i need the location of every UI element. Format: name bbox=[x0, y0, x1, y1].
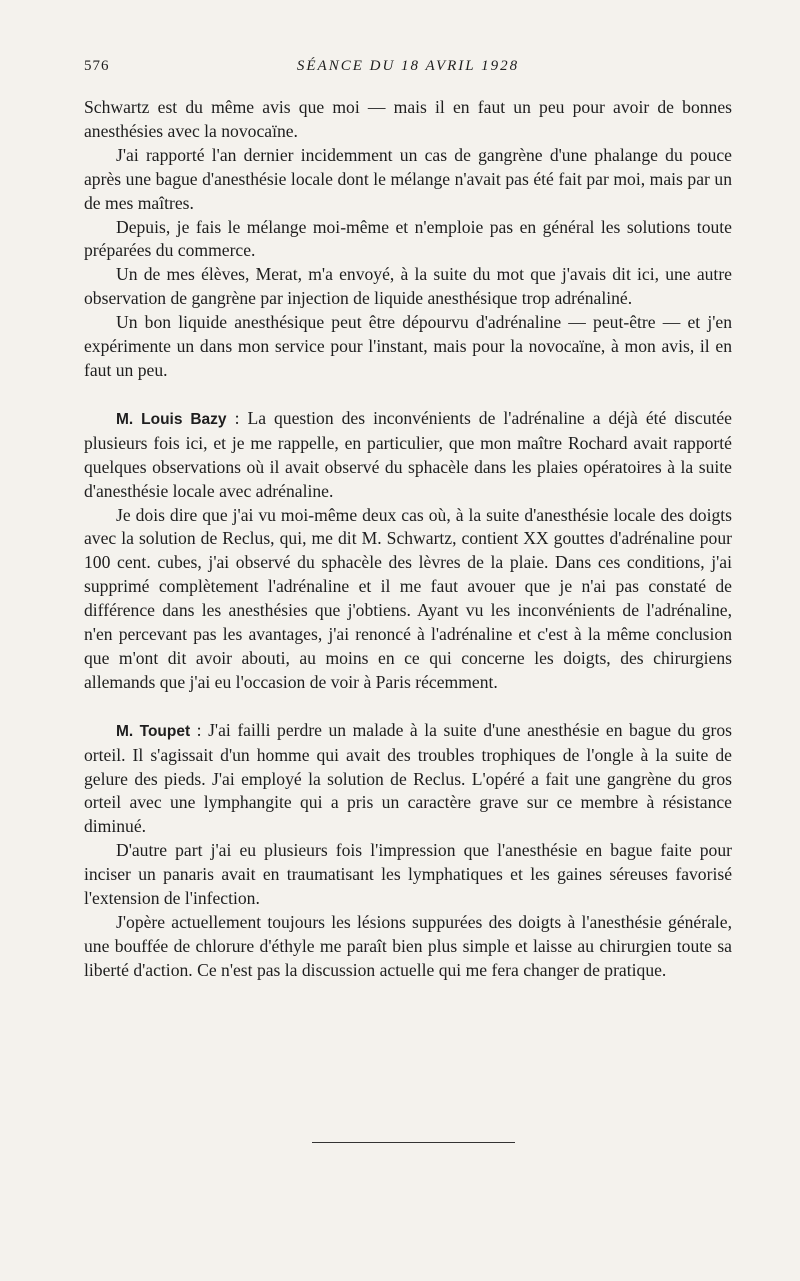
paragraph-text: : J'ai failli perdre un malade à la suite d'une anesthésie en bague du gros orteil. Il s'agissait d'un homme qui avait des troubles trophiques de l'ongle à la suite de gelure des pieds. J'ai employé la solution de Reclus. L'opéré a fait une gangrène du gros orteil avec une lymphangite qui a pris un caractère grave sur ce membre à résistance diminué. bbox=[84, 719, 733, 837]
bazy-intervention bbox=[84, 407, 732, 504]
paragraph: Schwartz est du même avis que moi — mais il en faut un peu pour avoir de bonnes anesthésies avec la novocaïne. bbox=[84, 97, 732, 141]
running-header bbox=[84, 58, 732, 80]
body-text bbox=[84, 96, 732, 983]
paragraph: Depuis, je fais le mélange moi-même et n'emploie pas en général les solutions toute préparées du commerce. bbox=[84, 216, 732, 261]
paragraph: Un de mes élèves, Merat, m'a envoyé, à la suite du mot que j'avais dit ici, une autre observation de gangrène par injection de liquide anesthésique trop adrénaliné. bbox=[84, 264, 732, 309]
toupet-intervention bbox=[84, 719, 732, 840]
paragraph: J'ai rapporté l'an dernier incidemment un cas de gangrène d'une phalange du pouce après une bague d'anesthésie locale dont le mélange n'avait pas été fait par moi, mais par un de mes maîtres. bbox=[84, 144, 732, 213]
paragraph: D'autre part j'ai eu plusieurs fois l'impression que l'anesthésie en bague faite pour inciser un panaris avait en traumatisant les lymphatiques et les gaines séreuses favorisé l'extension de l'infection. bbox=[84, 840, 732, 909]
page-number: 576 bbox=[84, 58, 110, 74]
section-divider bbox=[312, 1142, 515, 1143]
paragraph: Un bon liquide anesthésique peut être dépourvu d'adrénaline — peut-être — et j'en expérimente un dans mon service pour l'instant, mais pour la novocaïne, à mon avis, il en faut un peu. bbox=[84, 312, 732, 380]
speaker-name: M. Toupet bbox=[116, 722, 191, 740]
paragraph: Je dois dire que j'ai vu moi-même deux cas où, à la suite d'anesthésie locale des doigts avec la solution de Reclus, qui, me dit M. Schwartz, contient XX gouttes d'adrénaline pour 100 cent. cubes, j'ai observé du sphacèle des lèvres de la plaie. Dans ces conditions, j'ai supprimé complètement l'adrénaline et il me faut avouer que je n'ai pas constaté de différence dans les anesthésies que j'obtiens. Ayant vu les inconvénients de l'adrénaline, n'en percevant pas les avantages, j'ai renoncé à l'adrénaline et c'est à la même conclusion que m'ont dit avoir abouti, au moins en ce qui concerne les doigts, des chirurgiens allemands que j'ai eu l'occasion de voir à Paris récemment. bbox=[84, 504, 732, 692]
session-title: SÉANCE DU 18 AVRIL 1928 bbox=[296, 58, 520, 74]
paragraph: J'opère actuellement toujours les lésions suppurées des doigts à l'anesthésie générale, une bouffée de chlorure d'éthyle me paraît bien plus simple et laisse au chirurgien toute sa liberté d'action. Ce n'est pas la discussion actuelle qui me fera changer de pratique. bbox=[84, 912, 732, 980]
paragraph-text: : La question des inconvénients de l'adrénaline a déjà été discutée plusieurs fois ici, et je me rappelle, en particulier, que mon maître Rochard avait rapporté quelques observations où il avait observé du sphacèle dans les plaies opératoires à la suite d'anesthésie locale avec adrénaline. bbox=[84, 407, 732, 501]
speaker-name: M. Louis Bazy bbox=[116, 410, 227, 428]
